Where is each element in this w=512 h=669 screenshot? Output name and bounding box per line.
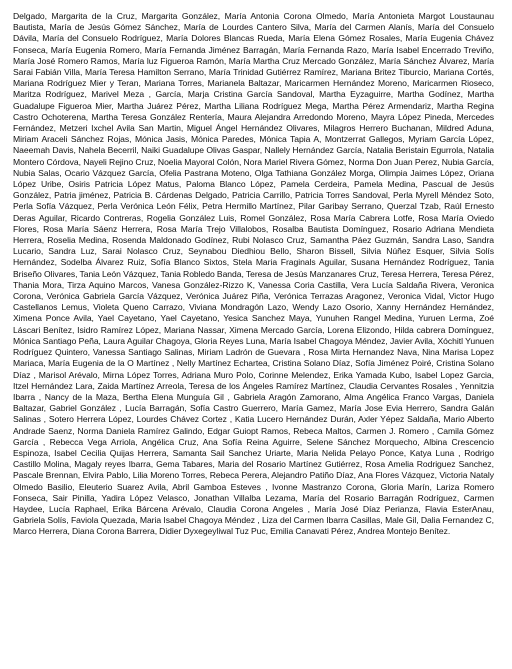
signatory-names-paragraph: Delgado, Margarita de la Cruz, Margarita González, María Antonia Corona Olmedo, María Antonieta Margot Loustaunau Bautista, María de Jesús Gómez Sánchez, María de Lourdes Cantero Silva, María del Carmen Alanís, María del Consuelo Dávila, María del Consuelo Rodríguez, María Dolores Blancas Rueda, María Elena Gómez Rosales, María Eugenia Chávez Fonseca, María Eugenia Romero, María Fernanda Jiménez Barragán, María Fernanda Razo, María Isabel Encerrado Treviño, María José Romero Ramos, María luz Figueroa Ramón, María Martha Cruz Mercado González, María Sánchez Álvarez, María Sarai Fabián Villa, María Teresa Hamilton Serrano, María Trinidad Gutiérrez Ramírez, Mariana Britez Tiburcio, Mariana Cortés, Mariana Rodríguez Mier y Teran, Mariana Torres, Marianela Baltazar, Maricarmen Hernández Moreno, Maricarmen Rioseco, Maritza Rodríguez, Marivel Meza , García, Marja Cristina García Sandoval, Martha Eyzaguirre, Martha Godínez, Martha Guadalupe Figueroa Mier, Martha Juárez Pérez, Martha Liliana Rodríguez Mega, Martha Pérez Armendariz, Martha Regina Castro Ochoterena, Martha Teresa González Rentería, Maura Alejandra Arredondo Moreno, Mayra López Pineda, Mercedes Fernández, Metzeri Ixchel Avila San Martin, Miguel Ángel Hernández Olivares, Milagros Herrero Buchanan, Mildred Aduna, Miriam Araceli Sánchez Rojas, Mónica Jasis, Mónica Paredes, Mónica Tapia A, Montzerrat Gallegos, Myriam García López, Naeemah Davis, Nahela Becerril, Naiki Guadalupe Olivas Gaspar, Nallely Hernández García, Natalia Beristain Egurrola, Natalia Montero Córdova, Nayeli Rejino Cruz, Noelia Mayoral Colón, Nora Mariel Rivera Gómez, Norma Don Juan Perez, Nubia García, Nubia Salas, Ocario Vázquez García, Ofelia Pastrana Moteno, Olga Tathiana González Morga, Olimpia Jaimes López, Oriana López Uribe, Osiris Patricia López Matus, Paloma Blanco López, Pamela Cerdeira, Pamela Medina, Pascual de Jesús González, Patria jiménez, Patricia B. Cárdenas Delgado, Patricia Carrillo, Patricia Torres Sandoval, Perla Myrell Méndez Soto, Perla Sofía Vázquez, Perla Verónica León Félix, Petra Hermillo Martínez, Pilar Garibay Serrano, Querzal Tzab, Raúl Ernesto Deras Aguilar, Ricardo Contreras, Rogelia González Luis, Romel González, Rosa María Cabrera Lotfe, Rosa María Oviedo Flores, Rosa María Sáenz Herrera, Rosa María Trejo Villalobos, Rosalba Bautista Domínguez, Rosario Adriana Mendieta Herrera, Roselia Medina, Rosenda Maldonado Godínez, Rubi Nolasco Cruz, Samantha Páez Guzmán, Sandra Laso, Sandra Lucario, Sandra Luz, Sarai Nolasco Cruz, Seynabou Diedhiou Bello, Sharon Bissell, Silvia Núñez Esquer, Silvia Solís Hernández, Sodelba Álvarez Ruiz, Sofía Blanco Sixtos, Stela Maria Fraginals Aguilar, Susana Hernández Rodríguez, Tania Briseño Olivares, Tania León Vázquez, Tania Robledo Banda, Teresa de Jesús Manzanares Cruz, Teresa Herrera, Teresa Pérez, Thania Mora, Tirza Aquino Marcos, Vanesa González-Rizzo K, Vanessa Coria Castilla, Vera Lucía Saldaña Rivera, Veronica Corona, Verónica Gabriela García Vázquez, Verónica Juárez Piña, Verónica Terrazas Aragonez, Veronica Vidal, Victor Hugo Castellanos Lemus, Violeta Queno Carrazo, Viviana Mondragón Lazo, Wendy Lazo Osorio, Xanny Hernández Hernández, Ximena Ponce Avila, Yael Cayetano, Yael Cayetano, Yesica Sanchez Maya, Yunuhen Rangel Medina, Yuruen Lerma, Zoé Láscari Benítez, Isidro Ramírez López, Mariana Nassar, Ximena Mercado García, Lorena Elizondo, Hilda cabrera Domínguez, Mónica Santiago Peña, Laura Aguilar Chagoya, Gloria Reyes Luna, María Isabel Chagoya Méndez, Javier Avila, Xóchitl Yunuen Rodríguez Quintero, Vanessa Santiago Salinas, Miriam Ladrón de Guevara , Rosa Mirta Hernandez Nava, Nina Marisa Lopez Mariaca, María Eugenia de la O Martínez , Nelly Martínez Echartea, Cristina Solano Díaz, Sofía Jiménez Poiré, Cristina Solano Díaz , Marisol Arévalo, Mirna López Torres, Adriana Muro Polo, Corinne Melendez, Erika Yamada Kubo, Isabel Lopez Garcia, Itzel Hernández Lara, Zaida Martínez Arreola, Teresa de los Ángeles Ramírez Martínez, Claudia Cervantes Rosales , Yennitzia Ibarra , Nancy de la Maza, Bertha Elena Munguía Gil , Gabriela Aragón Zamorano, Alma Angélica Franco Vargas, Daniela Baltazar, Gabriel González , Lucía Barragán, Sofía Castro Guerrero, María Gamez, María Jose Evia Herrero, Sandra Galán Salinas , Sotero Herrera López, Lourdes Chávez Cortez , Katia Lucero Hernández Durán, Axler Yépez Saldaña, Mario Alberto Andrade Saenz, Norma Daniela Ramírez Galindo, Edgar Guiopt Ramos, Rebeca Maltos, Carmen J. Romero , Camila Gómez García , Rebecca Vega Arriola, Angélica Cruz, Ana Sofía Reina Aguirre, Selene Sánchez Morquecho, Albina Crescencio Espinoza, Isabel Cecilia Quijas Herrera, Samanta Sail Sanchez Uriarte, Maria Nelida Pelayo Ponce, Katya Luna , Rodrigo Castillo Molina, Magaly reyes Ibarra, Gema Tabares, Maria del Rosario Martínez Gutiérrez, Rosa Amelia Rodriguez Sanchez, Pascale Brennan, Elvira Pablo, Lilia Moreno Torres, Rebeca Perera, Alejandro Patiño Díaz, Ana Flores Vázquez, Victoria Nataly Olmedo Basilio, Eleuterio Suarez Avila, Abril Gamboa Esteves , Ivonne Mastranzo Corona, Gloria Marín, Lariza Romero Fonseca, Sair Pinilla, Yadira López Velasco, Jonathan Villalba Lezama, María del Rosario Barragán Rodríguez, Carmen Haydee, Lucía Raphael, Erika Bárcena Arévalo, Claudia Corona Angeles , María José Díaz Perianza, Flavia EsterAnau, Gabriela Solís, Faviola Quezada, Maria Isabel Chagoya Méndez , Liza del Carmen Ibarra Casillas, Male Gil, Dalia Fernandez C, Marco Herrera, Diana Corona Barrera, Didier Dyxegeyliwal Tuz Puc, Emilia Canavati Pérez, Andrea Montejo Benítez. [13, 11, 494, 537]
